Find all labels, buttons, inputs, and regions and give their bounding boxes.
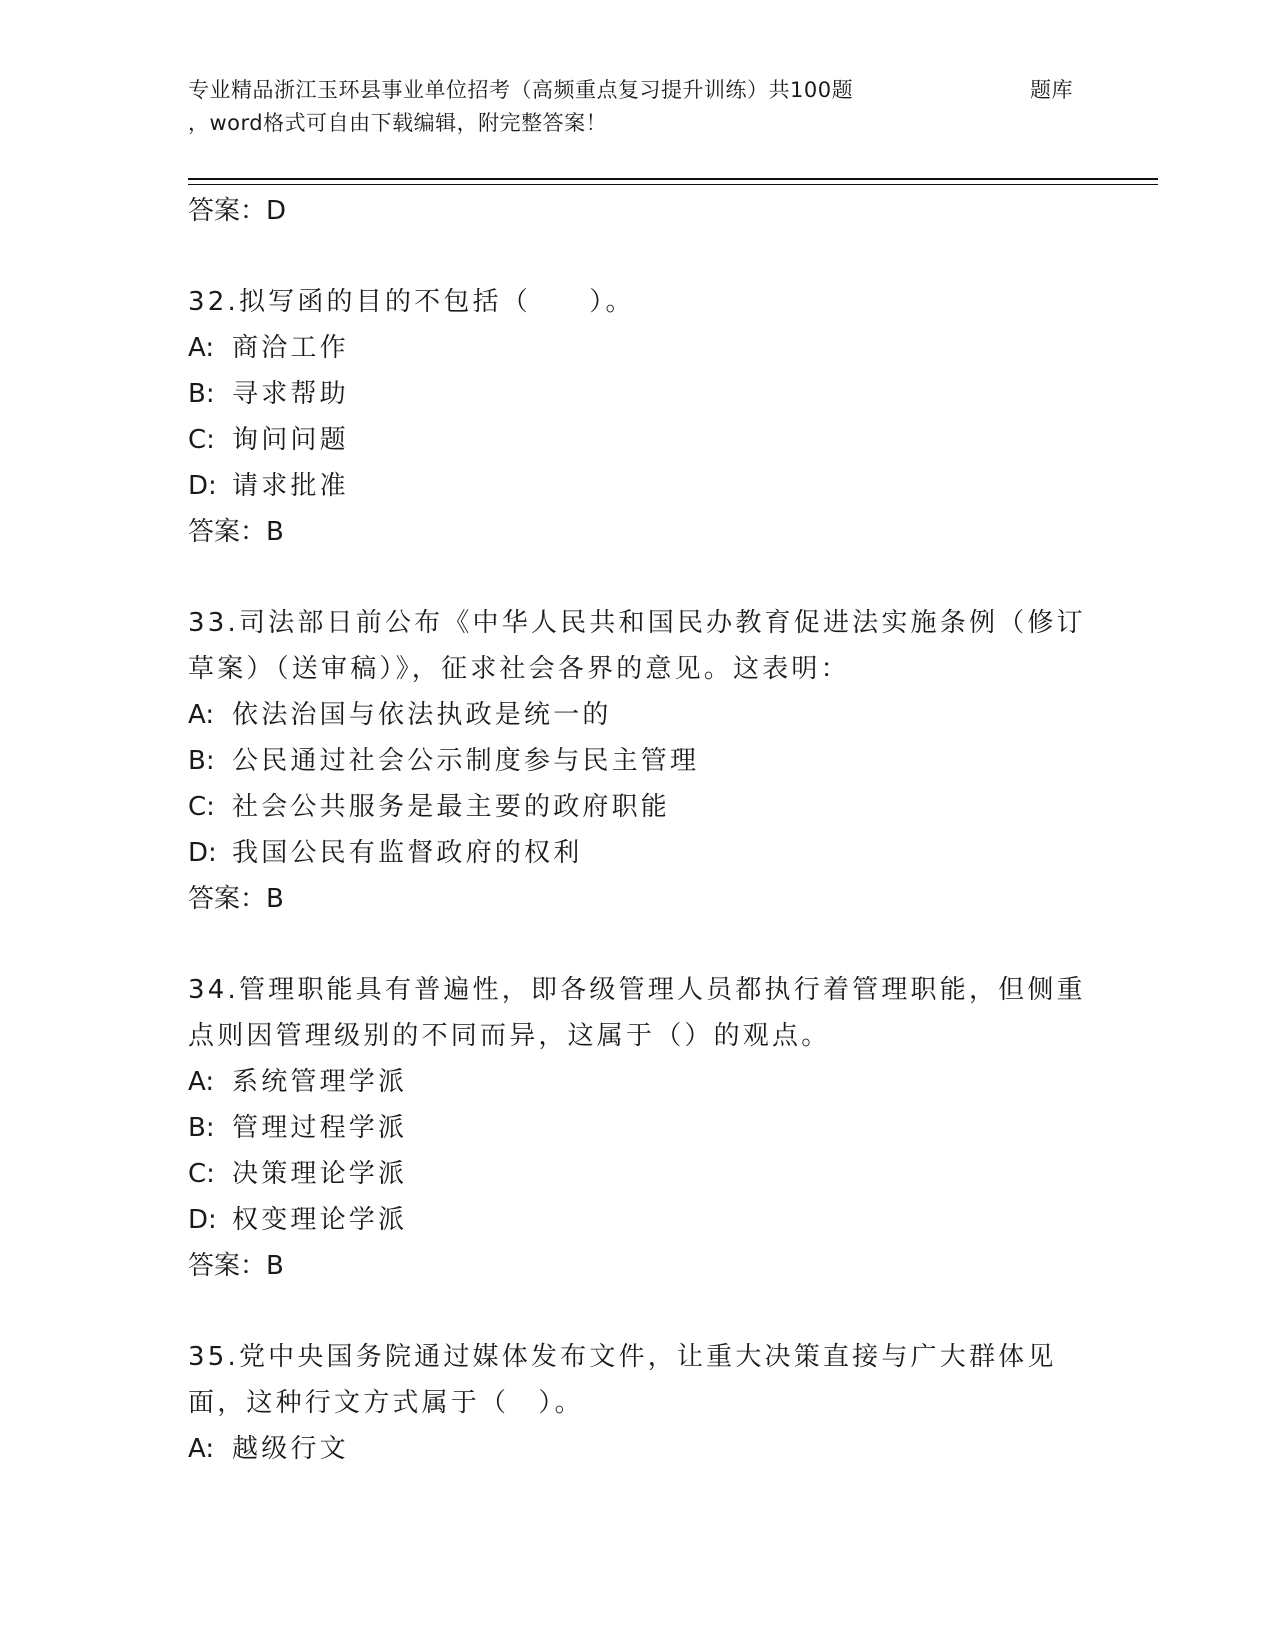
header-title: 专业精品浙江玉环县事业单位招考（高频重点复习提升训练）共100题 bbox=[188, 78, 854, 102]
option-b bbox=[188, 371, 1088, 417]
option-d bbox=[188, 1197, 1088, 1243]
option-letter: C: bbox=[188, 792, 215, 822]
option-text: 依法治国与依法执政是统一的 bbox=[232, 700, 612, 730]
option-text: 社会公共服务是最主要的政府职能 bbox=[232, 792, 671, 822]
option-letter: C: bbox=[188, 425, 215, 455]
question-block bbox=[188, 1334, 1088, 1472]
header-divider-thin bbox=[188, 184, 1158, 185]
option-text: 决策理论学派 bbox=[232, 1159, 408, 1189]
answer-line: 答案：B bbox=[188, 884, 284, 914]
option-text: 管理过程学派 bbox=[232, 1113, 408, 1143]
option-letter: A: bbox=[188, 700, 215, 730]
option-letter: D: bbox=[188, 838, 217, 868]
option-text: 越级行文 bbox=[232, 1434, 349, 1464]
answer-line: 答案：B bbox=[188, 1251, 284, 1281]
option-c bbox=[188, 417, 1088, 463]
document-body bbox=[188, 188, 1088, 1472]
option-letter: C: bbox=[188, 1159, 215, 1189]
question-text: 35.党中央国务院通过媒体发布文件，让重大决策直接与广大群体见面，这种行文方式属于（ ）。 bbox=[188, 1342, 1057, 1418]
option-d bbox=[188, 830, 1088, 876]
option-text: 公民通过社会公示制度参与民主管理 bbox=[232, 746, 700, 776]
question-block bbox=[188, 600, 1088, 922]
question-text: 33.司法部日前公布《中华人民共和国民办教育促进法实施条例（修订草案）（送审稿）》，征求社会各界的意见。这表明： bbox=[188, 608, 1086, 684]
option-letter: B: bbox=[188, 379, 215, 409]
answer-line: 答案：D bbox=[188, 196, 287, 226]
option-text: 商洽工作 bbox=[232, 333, 349, 363]
header-tag: 题库 bbox=[1030, 78, 1073, 102]
option-text: 系统管理学派 bbox=[232, 1067, 408, 1097]
option-a bbox=[188, 1426, 1088, 1472]
option-letter: B: bbox=[188, 746, 215, 776]
option-c bbox=[188, 1151, 1088, 1197]
option-a bbox=[188, 1059, 1088, 1105]
option-d bbox=[188, 463, 1088, 509]
option-letter: A: bbox=[188, 1067, 215, 1097]
question-block bbox=[188, 279, 1088, 555]
option-text: 询问问题 bbox=[232, 425, 349, 455]
option-b bbox=[188, 738, 1088, 784]
option-a bbox=[188, 325, 1088, 371]
question-text: 32.拟写函的目的不包括（ ）。 bbox=[188, 287, 635, 317]
option-letter: A: bbox=[188, 333, 215, 363]
header-divider-thick bbox=[188, 178, 1158, 180]
page-header bbox=[188, 74, 1088, 140]
option-letter: B: bbox=[188, 1113, 215, 1143]
option-text: 权变理论学派 bbox=[232, 1205, 408, 1235]
option-text: 请求批准 bbox=[232, 471, 349, 501]
question-text: 34.管理职能具有普遍性，即各级管理人员都执行着管理职能，但侧重点则因管理级别的不同而异，这属于（）的观点。 bbox=[188, 975, 1086, 1051]
option-c bbox=[188, 784, 1088, 830]
option-a bbox=[188, 692, 1088, 738]
option-letter: A: bbox=[188, 1434, 215, 1464]
question-block bbox=[188, 967, 1088, 1289]
option-b bbox=[188, 1105, 1088, 1151]
option-text: 我国公民有监督政府的权利 bbox=[232, 838, 583, 868]
option-letter: D: bbox=[188, 471, 217, 501]
option-text: 寻求帮助 bbox=[232, 379, 349, 409]
answer-line: 答案：B bbox=[188, 517, 284, 547]
option-letter: D: bbox=[188, 1205, 217, 1235]
header-subtitle: ，word格式可自由下载编辑，附完整答案！ bbox=[188, 111, 608, 135]
